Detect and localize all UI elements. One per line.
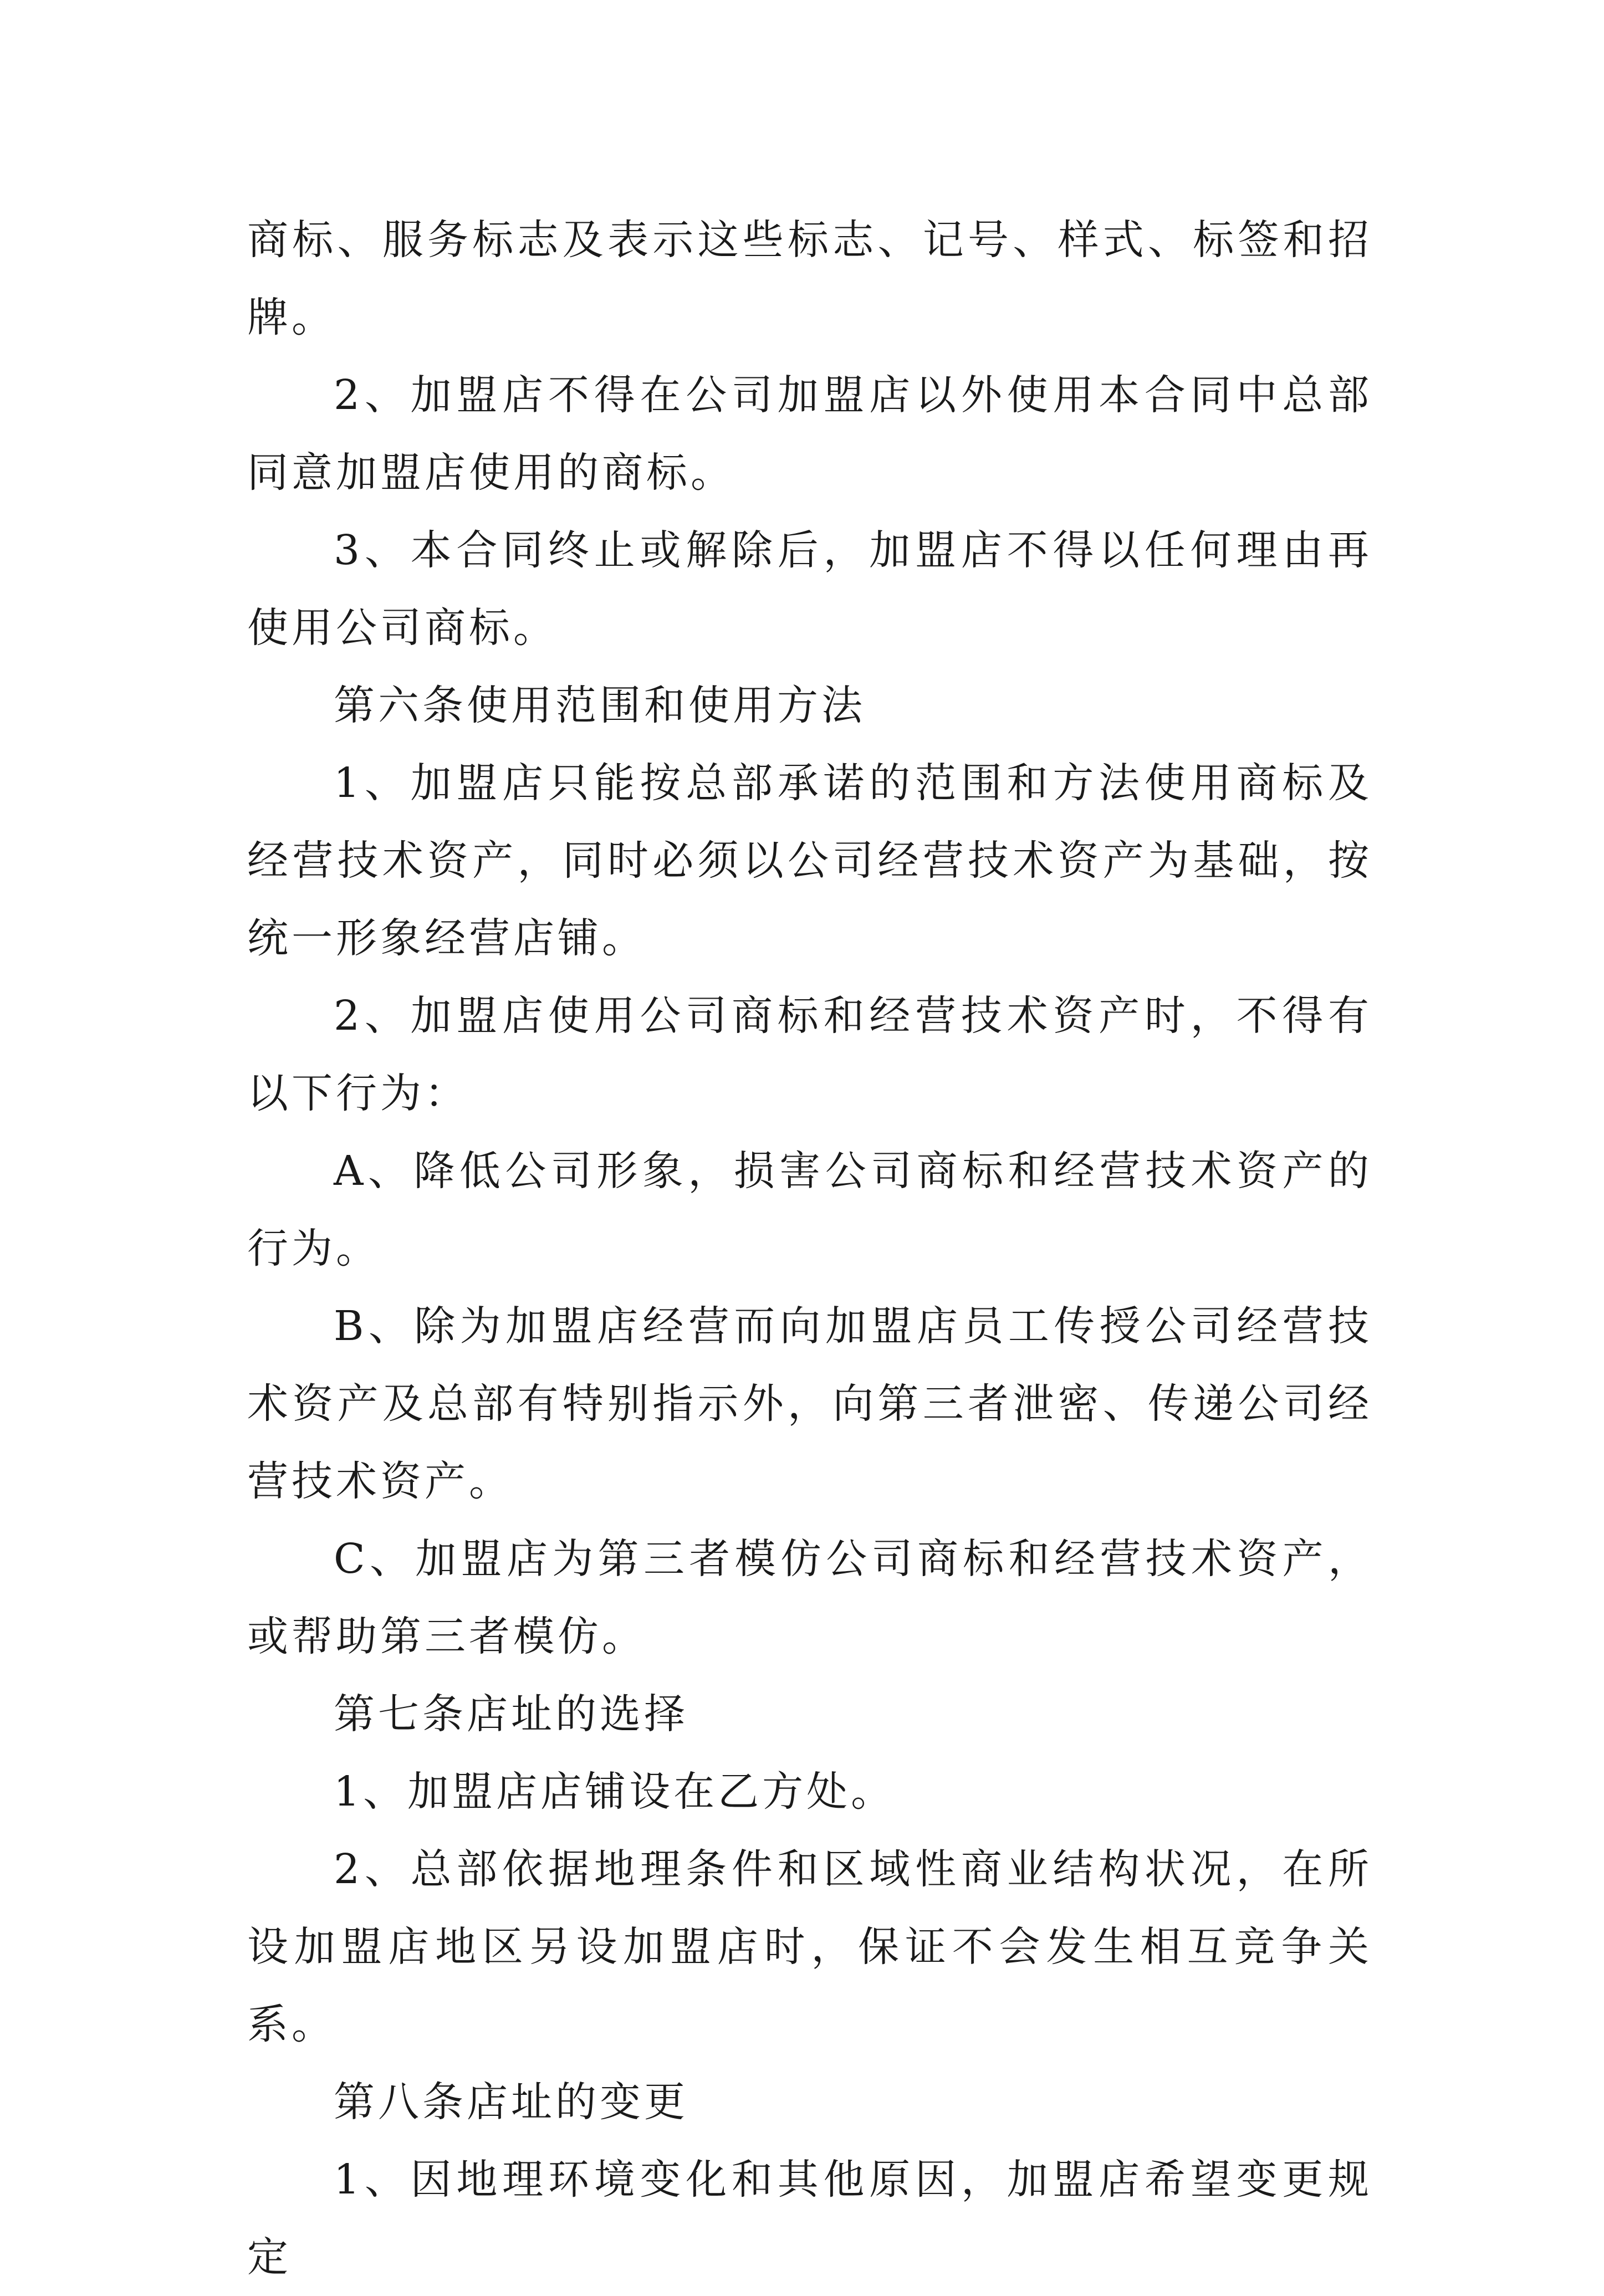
paragraph-item-c: C、加盟店为第三者模仿公司商标和经营技术资产，或帮助第三者模仿。 <box>247 1535 1372 1660</box>
paragraph-article-7-item-1: 1、加盟店店铺设在乙方处。 <box>334 1768 896 1816</box>
paragraph-article-6-item-2: 2、加盟店使用公司商标和经营技术资产时，不得有以下行为： <box>247 992 1372 1117</box>
paragraph-article-6-item-1: 1、加盟店只能按总部承诺的范围和方法使用商标及经营技术资产，同时必须以公司经营技术资产为基础，按统一形象经营店铺。 <box>247 759 1372 962</box>
paragraph-trademark-continued: 商标、服务标志及表示这些标志、记号、样式、标签和招牌。 <box>247 216 1372 341</box>
article-8-heading: 第八条店址的变更 <box>334 2078 688 2126</box>
paragraph-item-a: A、降低公司形象，损害公司商标和经营技术资产的行为。 <box>247 1147 1372 1272</box>
paragraph-item-b: B、除为加盟店经营而向加盟店员工传授公司经营技术资产及总部有特别指示外，向第三者泄密、传递公司经营技术资产。 <box>247 1302 1372 1505</box>
paragraph-article-7-item-2: 2、总部依据地理条件和区域性商业结构状况，在所设加盟店地区另设加盟店时，保证不会发生相互竞争关系。 <box>247 1845 1372 2048</box>
paragraph-clause-2-usage: 2、加盟店不得在公司加盟店以外使用本合同中总部同意加盟店使用的商标。 <box>247 371 1372 497</box>
article-6-heading: 第六条使用范围和使用方法 <box>334 682 866 729</box>
paragraph-article-8-item-1: 1、因地理环境变化和其他原因，加盟店希望变更规定 <box>247 2156 1372 2281</box>
article-7-heading: 第七条店址的选择 <box>334 1690 688 1738</box>
paragraph-clause-3-termination: 3、本合同终止或解除后，加盟店不得以任何理由再使用公司商标。 <box>247 526 1372 652</box>
document-body <box>247 201 1372 2296</box>
